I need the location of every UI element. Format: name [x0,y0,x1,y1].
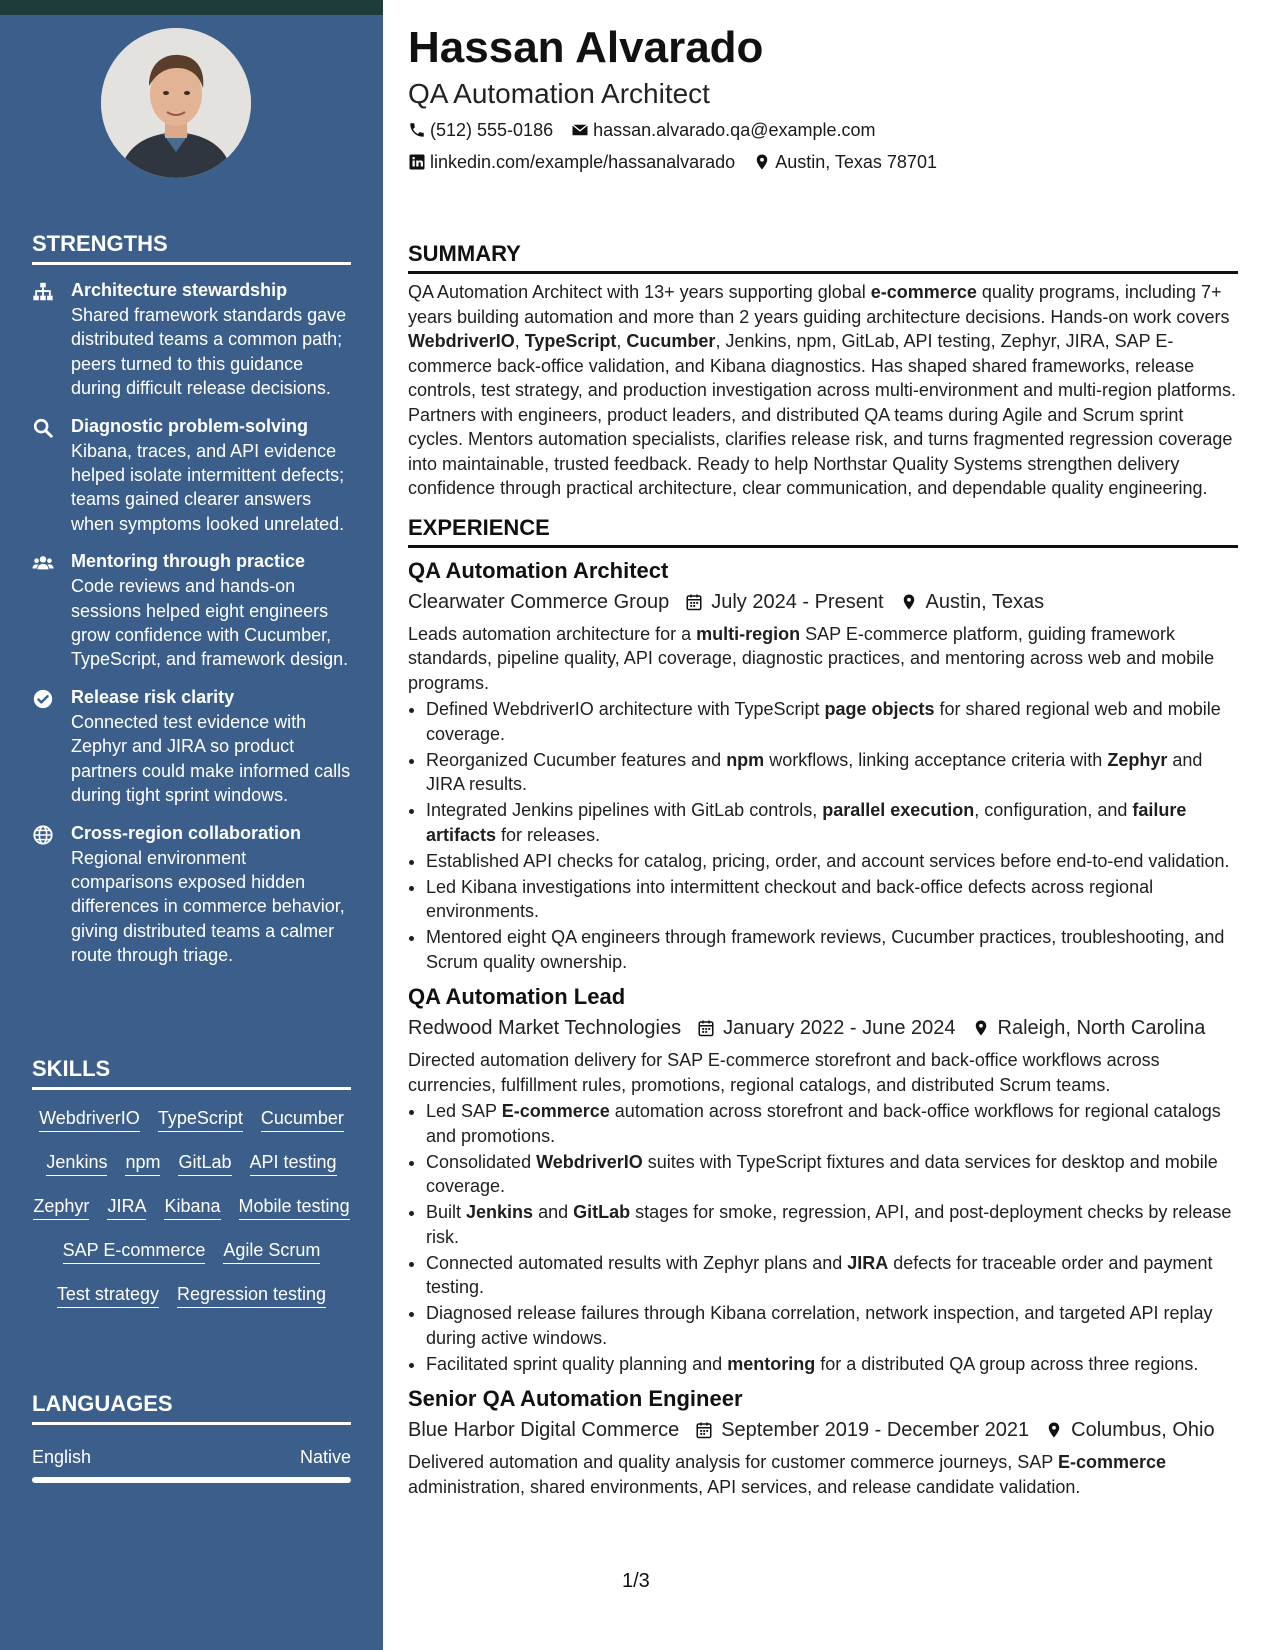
text-segment: for a distributed QA group across three regions. [815,1353,1199,1374]
text-segment: Reorganized Cucumber features and [426,749,727,770]
strength-item [32,548,351,672]
language-name: English [32,1447,92,1467]
strengths-section [32,230,351,968]
text-segment: Led SAP [426,1101,502,1121]
job-location [900,586,1045,618]
strength-item [32,820,351,968]
bullet-item [426,849,1238,874]
location-text: Raleigh, North Carolina [997,1017,1206,1039]
text-segment: workflows, linking acceptance criteria with [764,749,1108,770]
company-name: Clearwater Commerce Group [408,590,670,613]
job-intro [408,1048,1238,1097]
text-segment: Delivered automation and quality analysis for customer commerce journeys, SAP [408,1452,1058,1472]
job-bullets [408,697,1238,974]
text-segment: stages for smoke, regression, API, and post-deployment checks by release risk. [426,1202,1232,1247]
date-range: September 2019 - December 2021 [721,1419,1030,1441]
sidebar [0,15,383,1650]
bold-text: Zephyr [1107,749,1168,770]
bullet-item [426,1251,1238,1300]
text-segment: , [514,331,525,351]
bullet-item [426,1099,1238,1148]
linkedin-item[interactable] [408,146,735,178]
job-intro [408,622,1238,696]
top-accent-bar [0,0,383,15]
candidate-title: QA Automation Architect [408,78,710,109]
skill-tag: Mobile testing [239,1194,350,1220]
skill-tag: TypeScript [158,1106,243,1132]
skill-tag: Zephyr [33,1194,89,1220]
company-name: Redwood Market Technologies [408,1017,682,1039]
map-pin-icon [900,592,918,612]
envelope-icon [571,121,589,139]
job-entry [408,982,1238,1376]
skill-tag: Jenkins [46,1150,107,1176]
bullet-item [426,925,1238,974]
job-location [1045,1414,1214,1446]
job-location [972,1012,1206,1044]
text-segment: automation across storefront and back-office workflows for regional catalogs and promotions. [426,1101,1221,1146]
experience-section [408,514,1238,1500]
bold-text: Cucumber [626,331,716,351]
summary-text [408,280,1238,501]
text-segment: Integrated Jenkins pipelines with GitLab controls, [426,800,823,820]
skill-tag: Agile Scrum [223,1238,320,1264]
linkedin-icon [408,153,426,171]
location-item [753,146,937,178]
job-dates [685,586,883,618]
job-dates [695,1414,1029,1446]
text-segment: QA Automation Architect with 13+ years supporting global [408,282,871,302]
text-segment: , configuration, and [974,800,1133,820]
text-segment: Mentored eight QA engineers through framework reviews, Cucumber practices, troubleshooting, and Scrum quality ownership. [426,927,1225,972]
phone-text: (512) 555-0186 [430,120,554,140]
map-pin-icon [1045,1420,1063,1440]
bold-text: JIRA [847,1252,889,1273]
skill-tag: JIRA [107,1194,146,1220]
job-company [408,1414,679,1446]
experience-heading: EXPERIENCE [408,514,1238,548]
bold-text: parallel execution [822,800,975,820]
calendar-icon [695,1420,713,1440]
skill-tag: npm [125,1150,160,1176]
bold-text: failure artifacts [426,800,1187,845]
job-entry [408,1384,1238,1499]
job-intro [408,1450,1238,1499]
bold-text: npm [726,749,765,770]
strength-description: Shared framework standards gave distributed teams a common path; peers turned to this guidance during difficult release decisions. [71,305,347,399]
skill-tag: Test strategy [57,1282,159,1308]
job-dates [697,1012,955,1044]
bullet-item [426,697,1238,746]
skill-tag: Cucumber [261,1106,344,1132]
bold-text: GitLab [573,1202,631,1222]
strength-title: Mentoring through practice [71,551,305,572]
strength-title: Diagnostic problem-solving [71,415,309,436]
email-item[interactable] [571,114,875,146]
email-link[interactable]: hassan.alvarado.qa@example.com [593,120,876,140]
strength-title: Cross-region collaboration [71,822,302,843]
job-title: QA Automation Architect [408,557,669,583]
text-segment: , Jenkins, npm, GitLab, API testing, Zephyr, JIRA, SAP E-commerce back-office validation, and Kibana diagnostics. Has shaped shared frameworks, release controls, test strategy, and production investigation across multi-environment and multi-region platforms. Partners with engineers, product leaders, and distributed QA teams during Agile and Scrum sprint cycles. Mentors automation specialists, clarifies release risk, and turns fragmented regression coverage into maintainable, trusted feedback. Ready to help Northstar Quality Systems strengthen delivery confidence through practical architecture, clear communication, and dependable quality engineering. [408,331,1237,498]
date-range: January 2022 - June 2024 [723,1017,956,1039]
strength-description: Kibana, traces, and API evidence helped isolate intermittent defects; teams gained clearer answers when symptoms looked unrelated. [71,440,345,534]
text-segment: Led Kibana investigations into intermittent checkout and back-office defects across regional environments. [426,876,1154,921]
languages-section [32,1390,351,1483]
strength-description: Regional environment comparisons exposed hidden differences in commerce behavior, giving distributed teams a calmer route through triage. [71,847,345,966]
languages-list [32,1445,351,1483]
bold-text: E-commerce [501,1101,610,1121]
linkedin-link[interactable]: linkedin.com/example/hassanalvarado [430,152,736,172]
job-meta [408,586,1238,618]
job-meta [408,1012,1238,1044]
text-segment: Diagnosed release failures through Kibana correlation, network inspection, and targeted API replay during active windows. [426,1303,1213,1348]
text-segment: Built [426,1202,467,1222]
languages-heading: LANGUAGES [32,1390,351,1425]
users-icon [32,552,54,574]
language-level: Native [299,1447,351,1467]
bold-text: E-commerce [1057,1452,1167,1472]
page-number: 1/3 [622,1570,650,1592]
job-title: Senior QA Automation Engineer [408,1386,743,1411]
sitemap-icon [32,281,54,303]
globe-icon [32,824,54,846]
summary-heading: SUMMARY [408,240,1238,274]
language-proficiency-bar [32,1477,351,1483]
language-row [32,1445,351,1469]
job-meta [408,1414,1238,1446]
main-content [408,20,1238,1499]
skill-tag: GitLab [178,1150,231,1176]
strength-description: Code reviews and hands-on sessions helped eight engineers grow confidence with Cucumber, TypeScript, and framework design. [71,576,349,670]
candidate-name: Hassan Alvarado [408,23,764,72]
job-title: QA Automation Lead [408,984,626,1009]
location-text: Austin, Texas [925,590,1045,613]
strength-item [32,277,351,401]
skill-tag: Regression testing [177,1282,326,1308]
job-company [408,586,669,618]
bold-text: page objects [824,699,935,719]
phone-icon [408,121,426,139]
text-segment: Established API checks for catalog, pricing, order, and account services before end-to-end validation. [426,850,1230,871]
bullet-item [426,875,1238,924]
text-segment: Facilitated sprint quality planning and [426,1353,728,1374]
bold-text: TypeScript [524,331,617,351]
bullet-item [426,748,1238,797]
strengths-list [32,277,351,968]
contact-row-2 [408,146,1238,178]
job-entry [408,556,1238,975]
bold-text: WebdriverIO [408,331,515,351]
company-name: Blue Harbor Digital Commerce [408,1419,680,1441]
skill-tag: SAP E-commerce [63,1238,206,1264]
text-segment: suites with TypeScript fixtures and data services for desktop and mobile coverage. [426,1151,1218,1196]
text-segment: for releases. [496,824,601,845]
contact-row-1 [408,114,1238,146]
bold-text: mentoring [727,1353,816,1374]
profile-photo [101,28,251,178]
text-segment: , [616,331,627,351]
location-text: Columbus, Ohio [1071,1419,1215,1441]
bullet-item [426,798,1238,847]
date-range: July 2024 - Present [711,590,884,613]
skill-tag: Kibana [164,1194,220,1220]
calendar-icon [685,592,703,612]
text-segment: Consolidated [426,1151,537,1172]
jobs-list [408,556,1238,1500]
bullet-item [426,1150,1238,1199]
bold-text: e-commerce [870,282,977,302]
skills-section [32,1055,351,1308]
skills-heading: SKILLS [32,1055,351,1090]
calendar-icon [697,1018,715,1038]
text-segment: and [533,1202,574,1222]
strength-title: Architecture stewardship [71,280,288,300]
summary-section [408,240,1238,501]
skills-list [32,1106,351,1308]
job-bullets [408,1099,1238,1376]
strengths-heading: STRENGTHS [32,230,351,265]
bullet-item [426,1352,1238,1377]
map-pin-icon [972,1018,990,1038]
strength-title: Release risk clarity [71,686,235,707]
skill-tag: WebdriverIO [39,1106,140,1132]
search-icon [32,417,54,439]
text-segment: Defined WebdriverIO architecture with TypeScript [426,699,825,719]
bold-text: multi-region [696,623,801,644]
skill-tag: API testing [250,1150,337,1176]
strength-item [32,684,351,808]
strength-description: Connected test evidence with Zephyr and JIRA so product partners could make informed calls during tight sprint windows. [71,711,351,806]
text-segment: defects for traceable order and payment testing. [426,1252,1213,1297]
bold-text: WebdriverIO [536,1151,643,1172]
text-segment: Leads automation architecture for a [408,623,697,644]
bullet-item [426,1200,1238,1249]
phone-item [408,114,553,146]
bullet-item [426,1301,1238,1350]
text-segment: administration, shared environments, API services, and release candidate validation. [408,1476,1081,1497]
text-segment: Connected automated results with Zephyr plans and [426,1252,848,1273]
job-company [408,1012,681,1044]
text-segment: for shared regional web and mobile coverage. [426,699,1221,744]
text-segment: Directed automation delivery for SAP E-commerce storefront and back-office workflows across currencies, fulfillment rules, promotions, regional catalogs, and distributed Scrum teams. [408,1050,1160,1095]
text-segment: SAP E-commerce platform, guiding framework standards, pipeline quality, API coverage, diagnostic practices, and mentoring across web and mobile programs. [408,623,1215,693]
text-segment: and JIRA results. [426,749,1203,794]
check-circle-icon [32,688,54,710]
location-text: Austin, Texas 78701 [775,152,937,172]
bold-text: Jenkins [466,1202,534,1222]
map-pin-icon [753,153,771,171]
text-segment: quality programs, including 7+ years building automation and more than 2 years guiding architecture decisions. Hands-on work covers [408,282,1230,327]
strength-item [32,413,351,537]
